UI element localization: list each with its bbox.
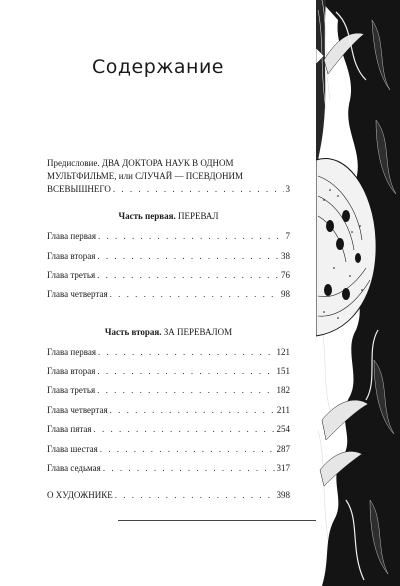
chapter-title: Глава третья: [47, 269, 96, 280]
preface-page-number: 3: [285, 184, 290, 195]
decorative-illustration: [316, 0, 400, 586]
chapter-page-number: 76: [281, 269, 290, 280]
chapter-title: Глава вторая: [47, 250, 96, 261]
leader-dots: [97, 250, 279, 263]
leader-dots: [110, 404, 275, 417]
chapter-title: Глава первая: [47, 346, 96, 357]
toc-chapter-entry[interactable]: [47, 384, 290, 403]
leader-dots: [97, 365, 274, 378]
leader-dots: [98, 230, 284, 243]
chapter-title: Глава первая: [47, 231, 96, 242]
chapter-title: Глава четвертая: [47, 404, 108, 415]
chapter-page-number: 317: [276, 463, 290, 474]
part2-heading: [47, 326, 290, 342]
preface-conjunction: или: [118, 171, 136, 182]
part1-label: Часть первая.: [118, 211, 176, 222]
chapter-page-number: 254: [276, 424, 290, 435]
footer-rule: [118, 520, 316, 521]
part1-chapter-list: [47, 230, 290, 308]
leader-dots: [110, 288, 279, 301]
leader-dots: [97, 269, 279, 282]
toc-chapter-entry[interactable]: [47, 269, 290, 288]
toc-chapter-entry[interactable]: [47, 423, 290, 442]
chapter-page-number: 121: [276, 346, 290, 357]
toc-chapter-entry[interactable]: [47, 462, 290, 481]
chapter-page-number: 7: [285, 231, 290, 242]
preface-title-part2: МУЛЬТФИЛЬМЕ,: [47, 171, 119, 182]
toc-chapter-entry[interactable]: [47, 365, 290, 384]
leader-dots: [98, 346, 275, 359]
preface-title-part1: ДВА ДОКТОРА НАУК В ОДНОМ: [101, 158, 234, 168]
preface-title-part3: СЛУЧАЙ — ПСЕВДОНИМ: [135, 171, 244, 182]
toc-about-artist-entry[interactable]: [47, 489, 290, 508]
chapter-page-number: 151: [276, 366, 290, 377]
table-of-contents: [47, 157, 290, 509]
toc-chapter-entry[interactable]: [47, 346, 290, 365]
chapter-title: Глава седьмая: [47, 463, 101, 474]
leader-dots: [115, 489, 275, 502]
chapter-title: Глава третья: [47, 385, 96, 396]
toc-chapter-entry[interactable]: [47, 404, 290, 423]
leader-dots: [103, 462, 275, 475]
part2-label: Часть вторая.: [104, 326, 162, 337]
chapter-title: Глава вторая: [47, 366, 96, 377]
part1-heading: [47, 210, 290, 226]
toc-chapter-entry[interactable]: [47, 230, 290, 249]
toc-preface-entry[interactable]: [47, 157, 290, 196]
part1-name: ПЕРЕВАЛ: [177, 211, 219, 222]
chapter-page-number: 287: [276, 443, 290, 454]
leader-dots: [100, 443, 275, 456]
toc-chapter-entry[interactable]: [47, 288, 290, 307]
part2-chapter-list: [47, 346, 290, 482]
leader-dots: [113, 183, 284, 196]
page-title: Содержание: [92, 56, 224, 78]
chapter-page-number: 38: [281, 250, 290, 261]
chapter-title: Глава шестая: [47, 443, 98, 454]
leader-dots: [97, 384, 274, 397]
toc-chapter-entry[interactable]: [47, 443, 290, 462]
about-artist-title: О ХУДОЖНИКЕ: [47, 490, 113, 501]
preface-prefix: Предисловие.: [47, 158, 102, 168]
chapter-page-number: 182: [276, 385, 290, 396]
preface-title-part4: ВСЕВЫШНЕГО: [47, 184, 111, 195]
chapter-title: Глава пятая: [47, 424, 92, 435]
about-artist-page-number: 398: [276, 490, 290, 501]
toc-chapter-entry[interactable]: [47, 250, 290, 269]
chapter-page-number: 211: [276, 404, 290, 415]
chapter-title: Глава четвертая: [47, 289, 108, 300]
part2-name: ЗА ПЕРЕВАЛОМ: [163, 326, 233, 337]
leader-dots: [94, 423, 275, 436]
chapter-page-number: 98: [281, 289, 290, 300]
